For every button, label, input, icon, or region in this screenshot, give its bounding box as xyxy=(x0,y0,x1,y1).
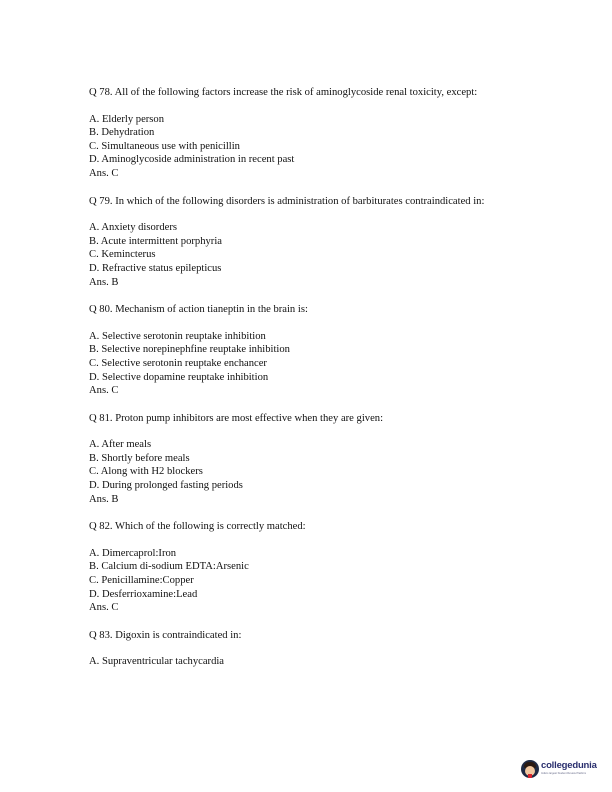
option-d: D. Refractive status epilepticus xyxy=(89,262,222,274)
question-80 xyxy=(89,303,529,398)
option-a: A. Anxiety disorders xyxy=(89,222,177,234)
option-d: D. Selective dopamine reuptake inhibition xyxy=(89,371,269,383)
option-list xyxy=(89,438,529,492)
option-d: D. During prolonged fasting periods xyxy=(89,480,243,492)
question-78 xyxy=(89,86,529,181)
logo-tagline: India's largest Student Review Platform xyxy=(541,772,587,775)
option-a: A. After meals xyxy=(89,439,152,451)
logo-name: collegedunia xyxy=(541,760,597,771)
question-81 xyxy=(89,412,529,507)
option-c: C. Penicillamine:Copper xyxy=(89,575,194,587)
option-d: D. Desferrioxamine:Lead xyxy=(89,588,198,600)
option-a: A. Supraventricular tachycardia xyxy=(89,656,225,668)
option-c: C. Kemincterus xyxy=(89,249,156,261)
option-b: B. Calcium di-sodium EDTA:Arsenic xyxy=(89,561,249,573)
question-79 xyxy=(89,195,529,290)
question-text: Q 82. Which of the following is correctly matched: xyxy=(89,521,306,533)
option-a: A. Selective serotonin reuptake inhibition xyxy=(89,330,266,342)
option-list xyxy=(89,655,529,669)
answer: Ans. B xyxy=(89,276,119,288)
option-c: C. Selective serotonin reuptake enchancer xyxy=(89,357,267,369)
question-text: Q 79. In which of the following disorders is administration of barbiturates contraindicated in: xyxy=(89,195,485,207)
collegedunia-logo xyxy=(521,759,601,781)
option-a: A. Elderly person xyxy=(89,113,165,125)
question-83 xyxy=(89,629,529,669)
question-text: Q 83. Digoxin is contraindicated in: xyxy=(89,629,242,641)
answer: Ans. C xyxy=(89,385,119,397)
option-d: D. Aminoglycoside administration in recent past xyxy=(89,154,295,166)
mascot-icon xyxy=(521,760,539,778)
question-text: Q 80. Mechanism of action tianeptin in the brain is: xyxy=(89,304,308,316)
option-list xyxy=(89,113,529,167)
option-c: C. Simultaneous use with penicillin xyxy=(89,140,240,152)
option-list xyxy=(89,221,529,275)
question-text: Q 78. All of the following factors increase the risk of aminoglycoside renal toxicity, except: xyxy=(89,87,478,98)
option-list xyxy=(89,547,529,601)
option-b: B. Selective norepinephfine reuptake inhibition xyxy=(89,344,290,356)
option-b: B. Shortly before meals xyxy=(89,452,190,464)
answer: Ans. C xyxy=(89,602,119,614)
document-page xyxy=(89,86,529,683)
option-b: B. Dehydration xyxy=(89,127,155,139)
answer: Ans. C xyxy=(89,167,119,179)
question-82 xyxy=(89,520,529,615)
option-c: C. Along with H2 blockers xyxy=(89,466,203,478)
answer: Ans. B xyxy=(89,493,119,505)
option-b: B. Acute intermittent porphyria xyxy=(89,235,222,247)
option-list xyxy=(89,330,529,384)
question-text: Q 81. Proton pump inhibitors are most effective when they are given: xyxy=(89,412,384,424)
option-a: A. Dimercaprol:Iron xyxy=(89,547,177,559)
